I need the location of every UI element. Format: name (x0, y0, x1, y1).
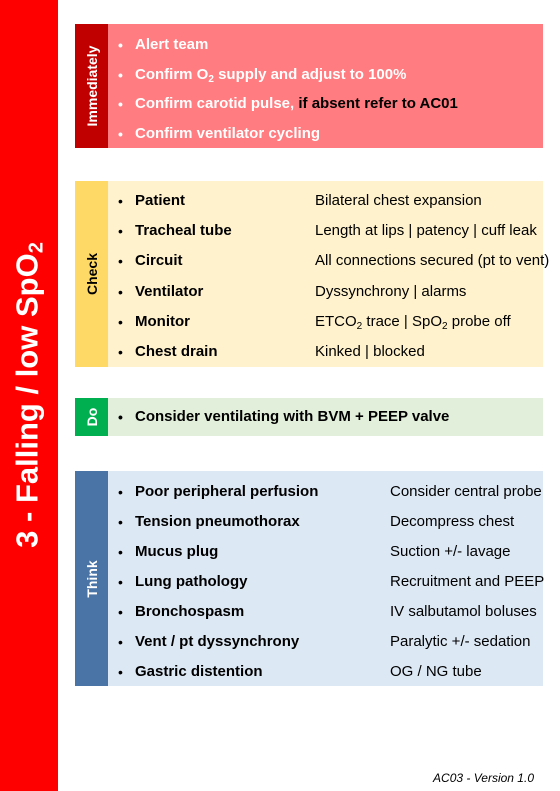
version-footer: AC03 - Version 1.0 (433, 771, 534, 785)
list-item: • Poor peripheral perfusion Consider central probe (118, 483, 542, 500)
check-body (108, 181, 550, 367)
think-section (75, 471, 543, 686)
do-body (108, 398, 543, 436)
immediately-label: Immediately (75, 24, 108, 148)
list-item: • Monitor $ETCO_2$ trace | SpO$_2$ probe off (118, 313, 511, 332)
list-item: • Tension pneumothorax Decompress chest (118, 513, 515, 530)
list-item: • Vent / pt dyssynchrony Paralytic +/- sedation (118, 633, 531, 650)
list-item: • Lung pathology Recruitment and PEEP (118, 573, 545, 590)
check-label: Check (75, 181, 108, 367)
list-item: • Confirm carotid pulse, if absent refer to AC01 (118, 95, 458, 112)
list-item: • Patient Bilateral chest expansion (118, 192, 482, 209)
list-item: • Ventilator Dyssynchrony | alarms (118, 283, 467, 300)
list-item: • Bronchospasm IV salbutamol boluses (118, 603, 537, 620)
list-item: • Confirm ventilator cycling (118, 125, 321, 142)
sidebar (0, 0, 58, 791)
do-label: Do (75, 398, 108, 436)
think-body (108, 471, 543, 686)
immediately-body (108, 24, 543, 148)
list-item: • Consider ventilating with BVM + PEEP valve (118, 408, 450, 425)
list-item: • Confirm $O_2$ supply and adjust to 100% (118, 66, 407, 85)
list-item: • Chest drain Kinked | blocked (118, 343, 425, 360)
think-label: Think (75, 471, 108, 686)
list-item: • Tracheal tube Length at lips | patency | cuff leak (118, 222, 537, 239)
check-section (75, 181, 550, 367)
do-section (75, 398, 543, 436)
card-title: 3 - Falling / low SpO$_2$ (9, 242, 48, 548)
list-item: • Circuit All connections secured (pt to vent) (118, 252, 550, 269)
immediately-section (75, 24, 543, 148)
list-item: • Mucus plug Suction +/- lavage (118, 543, 511, 560)
list-item: • Gastric distention OG / NG tube (118, 663, 482, 680)
list-item: • Alert team (118, 36, 209, 53)
